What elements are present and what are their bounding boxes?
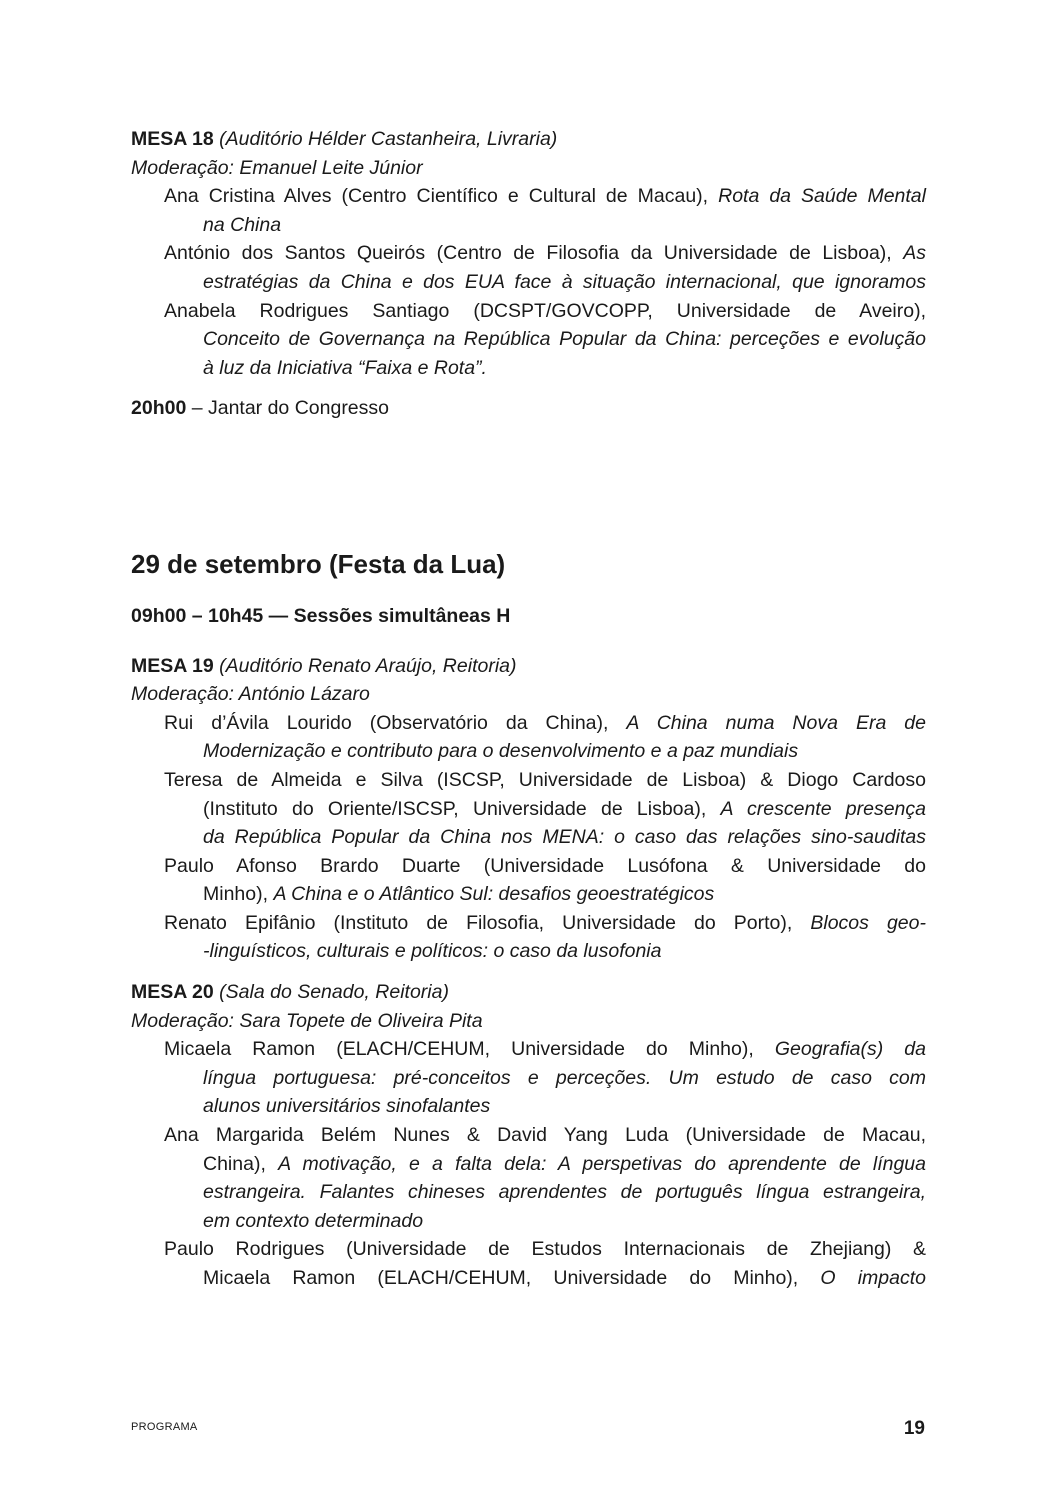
presentation-title: Rota da Saúde Mental xyxy=(718,185,926,208)
mesa-19-title xyxy=(131,652,926,681)
presentation-title: -linguísticos, culturais e políticos: o caso da lusofonia xyxy=(203,940,662,963)
dinner-text: – Jantar do Congresso xyxy=(186,397,389,420)
presentation-title: A motivação, e a falta dela: A perspetivas do aprendente de língua xyxy=(278,1152,927,1175)
presenter: Paulo Afonso Brardo Duarte (Universidade Lusófona & Universidade do xyxy=(164,854,926,877)
presenter: Micaela Ramon (ELACH/CEHUM, Universidade do Minho), xyxy=(203,1267,821,1289)
presentation-entry xyxy=(131,182,926,239)
mesa-label: MESA 20 xyxy=(131,981,214,1004)
moderation: Moderação: António Lázaro xyxy=(131,683,370,706)
presenter: Renato Epifânio (Instituto de Filosofia, Universidade do Porto), xyxy=(164,911,811,934)
presentation-entry xyxy=(131,239,926,296)
presenter: Minho), xyxy=(203,883,274,906)
presentation-title: A crescente presença xyxy=(720,797,926,820)
page-number: 19 xyxy=(903,1418,925,1439)
presenter: China), xyxy=(203,1152,279,1175)
mesa-venue: (Auditório Renato Araújo, Reitoria) xyxy=(219,654,517,677)
mesa-venue: (Auditório Hélder Castanheira, Livraria) xyxy=(219,128,558,150)
presentation-entry xyxy=(131,297,926,383)
presenter: Ana Margarida Belém Nunes & David Yang Luda (Universidade de Macau, xyxy=(164,1124,926,1147)
mesa-18-title xyxy=(131,125,926,154)
presentation-entry xyxy=(131,709,926,766)
session-heading: 09h00 – 10h45 — Sessões simultâneas H xyxy=(131,604,511,627)
presentation-entry xyxy=(131,1121,926,1235)
presenter: Anabela Rodrigues Santiago (DCSPT/GOVCOPP, Universidade de Aveiro), xyxy=(164,299,926,322)
footer-section-label: PROGRAMA xyxy=(131,1421,198,1433)
presentation-title: língua portuguesa: pré-conceitos e perceções. Um estudo de caso com xyxy=(203,1066,926,1089)
mesa-label: MESA 19 xyxy=(131,654,214,677)
moderation: Moderação: Sara Topete de Oliveira Pita xyxy=(131,1009,483,1032)
presentation-title: Blocos geo- xyxy=(810,911,926,934)
presentation-title: à luz da Iniciativa “Faixa e Rota”. xyxy=(203,356,487,379)
presentation-title: A China e o Atlântico Sul: desafios geoestratégicos xyxy=(273,883,715,906)
presenter: António dos Santos Queirós (Centro de Filosofia da Universidade de Lisboa), xyxy=(164,242,904,265)
presentation-entry xyxy=(131,1235,926,1292)
presentation-title: Geografia(s) da xyxy=(774,1038,926,1061)
mesa-label: MESA 18 xyxy=(131,128,214,150)
mesa-20-title xyxy=(131,978,926,1007)
presentation-title: estratégias da China e dos EUA face à situação internacional, que ignoramos xyxy=(203,270,926,293)
presentation-title: na China xyxy=(203,213,282,236)
presentation-entry xyxy=(131,909,926,966)
presentation-entry xyxy=(131,852,926,909)
presenter: Paulo Rodrigues (Universidade de Estudos Internacionais de Zhejiang) & xyxy=(164,1238,926,1261)
presentation-title: Modernização e contributo para o desenvolvimento e a paz mundiais xyxy=(203,740,799,763)
dinner-time: 20h00 xyxy=(131,397,187,420)
presentation-entry xyxy=(131,766,926,852)
moderation: Moderação: Emanuel Leite Júnior xyxy=(131,156,423,179)
page-content xyxy=(131,125,926,1293)
mesa-20-section xyxy=(131,978,926,1293)
day-heading: 29 de setembro (Festa da Lua) xyxy=(131,548,506,579)
mesa-venue: (Sala do Senado, Reitoria) xyxy=(219,981,449,1004)
presenter: (Instituto do Oriente/ISCSP, Universidade de Lisboa), xyxy=(203,797,721,820)
presenter: Teresa de Almeida e Silva (ISCSP, Universidade de Lisboa) & Diogo Cardoso xyxy=(164,768,926,791)
presenter: Micaela Ramon (ELACH/CEHUM, Universidade do Minho), xyxy=(164,1038,775,1061)
presentation-title: da República Popular da China nos MENA: o caso das relações sino-sauditas xyxy=(203,826,926,849)
presentation-title: estrangeira. Falantes chineses aprendentes de português língua estrangeira, xyxy=(203,1181,926,1204)
presentation-title: alunos universitários sinofalantes xyxy=(203,1095,491,1118)
presentation-title: em contexto determinado xyxy=(203,1209,424,1232)
mesa-18-section xyxy=(131,125,926,382)
presenter: Ana Cristina Alves (Centro Científico e Cultural de Macau), xyxy=(164,185,719,208)
presentation-title: A China numa Nova Era de xyxy=(626,711,926,734)
dinner-line xyxy=(131,394,926,423)
presentation-title: As xyxy=(903,242,926,265)
presenter: Rui d’Ávila Lourido (Observatório da China), xyxy=(164,711,627,734)
presentation-title: O impacto xyxy=(820,1267,926,1289)
presentation-entry xyxy=(131,1035,926,1121)
mesa-19-section xyxy=(131,652,926,967)
presentation-title: Conceito de Governança na República Popular da China: perceções e evolução xyxy=(203,328,926,351)
